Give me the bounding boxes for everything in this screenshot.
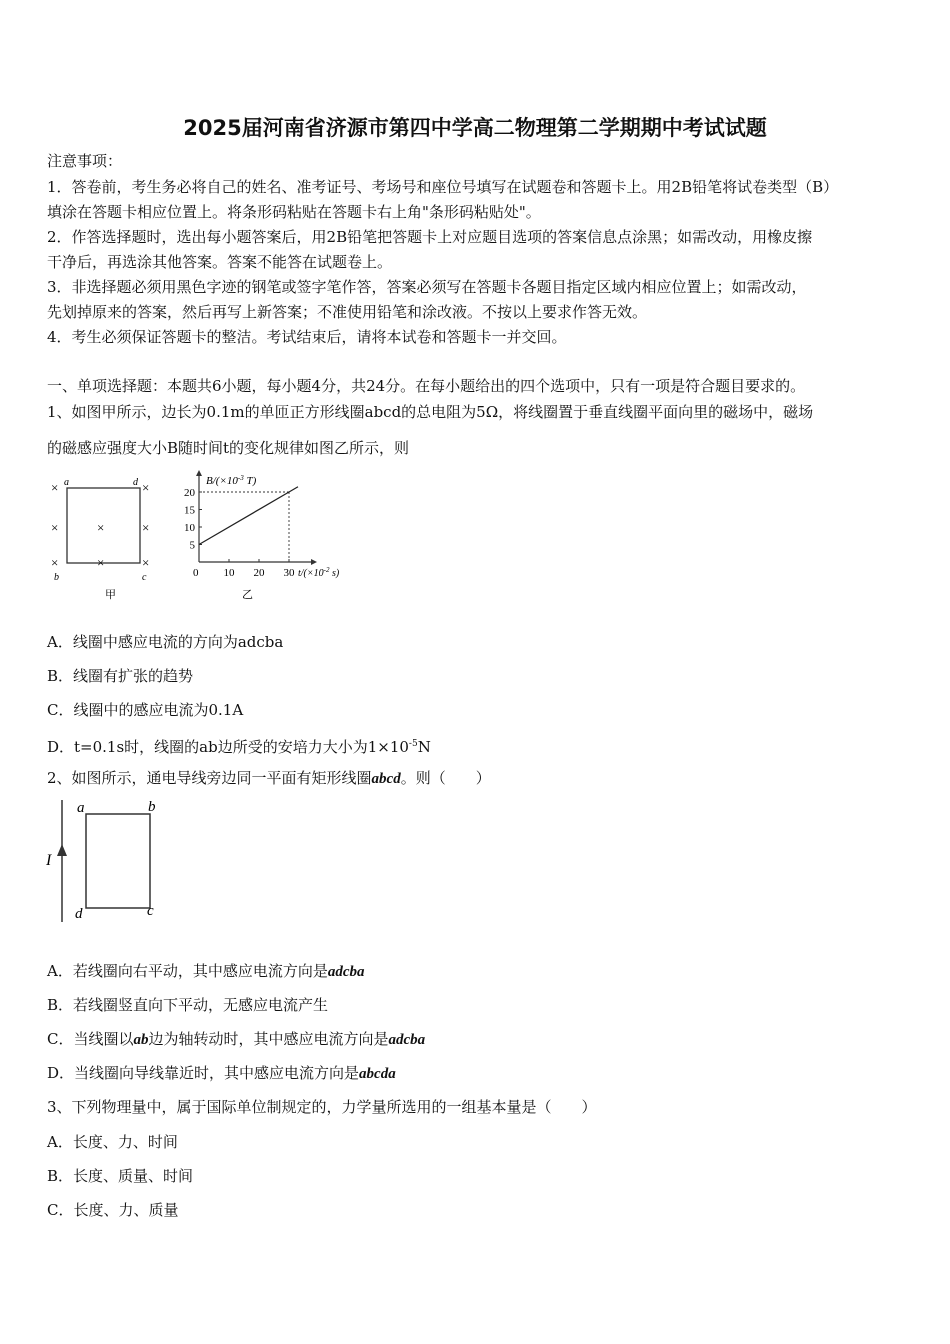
current-label: I	[46, 852, 52, 869]
field-mark: ×	[97, 555, 105, 570]
q2-option-b[interactable]: B．若线圈竖直向下平动，无感应电流产生	[47, 996, 329, 1014]
y-tick-label: 20	[184, 487, 195, 499]
field-mark: ×	[51, 555, 59, 570]
corner-label-b: b	[54, 572, 59, 583]
corner-label-c: c	[142, 572, 147, 583]
y-axis-label: $B/(\times 10^{-3}$ T)	[206, 474, 257, 487]
notice-line: 3．非选择题必须用黑色字迹的钢笔或签字笔作答，答案必须写在答题卡各题目指定区域内相应位置上；如需改动，	[47, 278, 807, 296]
notice-line: 4．考生必须保证答题卡的整洁。考试结束后，请将本试卷和答题卡一并交回。	[47, 328, 567, 346]
q2-option-c[interactable]: C．当线圈以ab边为轴转动时，其中感应电流方向是adcba	[47, 1030, 426, 1048]
notice-line: 先划掉原来的答案，然后再写上新答案；不准使用铅笔和涂改液。不按以上要求作答无效。	[47, 303, 648, 321]
q3-option-b[interactable]: B．长度、质量、时间	[47, 1167, 194, 1185]
corner-label-b: b	[148, 799, 156, 815]
q3-option-a[interactable]: A．长度、力、时间	[47, 1133, 178, 1151]
q1-option-d[interactable]: D．t=0.1s时，线圈的ab边所受的安培力大小为$1\times 10^{-5}N$	[47, 738, 431, 756]
x-tick-label: 10	[223, 567, 235, 579]
notice-line: 2．作答选择题时，选出每小题答案后，用2B铅笔把答题卡上对应题目选项的答案信息点涂黑；如需改动，用橡皮擦	[47, 228, 813, 246]
y-tick-label: 5	[189, 539, 195, 552]
notice-heading: 注意事项：	[47, 152, 123, 170]
q2-option-d[interactable]: D．当线圈向导线靠近时，其中感应电流方向是abcda	[47, 1064, 396, 1082]
y-tick-label: 15	[184, 504, 195, 517]
q1-stem-line2: 的磁感应强度大小B随时间t的变化规律如图乙所示，则	[47, 439, 410, 457]
q1-figure-yi-chart	[172, 468, 367, 604]
corner-label-a: a	[64, 477, 69, 488]
field-mark: ×	[142, 480, 150, 495]
corner-label-c: c	[147, 903, 154, 919]
page-title: 2025届河南省济源市第四中学高二物理第二学期期中考试试题	[183, 116, 767, 140]
q2-stem: 2、如图所示，通电导线旁边同一平面有矩形线圈abcd。则（ ）	[47, 769, 491, 787]
q1-stem-line1: 1、如图甲所示，边长为0.1m的单匝正方形线圈abcd的总电阻为5Ω，将线圈置于垂直线圈平面向里的磁场中，磁场	[47, 403, 814, 421]
notice-line: 1．答卷前，考生务必将自己的姓名、准考证号、考场号和座位号填写在试题卷和答题卡上。用2B铅笔将试卷类型（B）	[47, 178, 839, 196]
q1-option-a[interactable]: A．线圈中感应电流的方向为adcba	[47, 633, 284, 651]
q1-figure-jia	[47, 474, 177, 604]
figure-caption-yi: 乙	[242, 589, 253, 601]
x-axis-label: $t/(\times 10^{-2}$ s)	[298, 566, 340, 579]
x-axis-arrow-icon	[311, 559, 317, 565]
current-arrow-icon	[57, 844, 67, 856]
q3-stem: 3、下列物理量中，属于国际单位制规定的，力学量所选用的一组基本量是（ ）	[47, 1098, 597, 1116]
q2-option-a[interactable]: A．若线圈向右平动，其中感应电流方向是adcba	[47, 962, 365, 980]
corner-label-a: a	[77, 800, 85, 816]
origin-label: 0	[193, 567, 199, 579]
figure-caption-jia: 甲	[105, 589, 116, 601]
q1-option-b[interactable]: B．线圈有扩张的趋势	[47, 667, 194, 685]
field-mark: ×	[142, 555, 150, 570]
notice-line: 填涂在答题卡相应位置上。将条形码粘贴在答题卡右上角"条形码粘贴处"。	[47, 203, 541, 221]
rectangular-coil	[86, 814, 150, 908]
q3-option-c[interactable]: C．长度、力、质量	[47, 1201, 179, 1219]
q2-figure	[44, 796, 174, 926]
corner-label-d: d	[133, 477, 138, 488]
section-heading: 一、单项选择题：本题共6小题，每小题4分，共24分。在每小题给出的四个选项中，只有一项是符合题目要求的。	[47, 377, 806, 395]
y-axis-arrow-icon	[196, 470, 202, 476]
field-mark: ×	[142, 520, 150, 535]
y-tick-label: 10	[184, 522, 195, 534]
field-mark: ×	[97, 520, 105, 535]
series-line-B	[199, 487, 298, 545]
notice-line: 干净后，再选涂其他答案。答案不能答在试题卷上。	[47, 253, 393, 271]
field-mark: ×	[51, 480, 59, 495]
field-mark: ×	[51, 520, 59, 535]
corner-label-d: d	[75, 906, 83, 922]
q1-option-c[interactable]: C．线圈中的感应电流为0.1A	[47, 701, 244, 719]
x-tick-label: 30	[283, 567, 295, 579]
x-tick-label: 20	[253, 567, 265, 579]
